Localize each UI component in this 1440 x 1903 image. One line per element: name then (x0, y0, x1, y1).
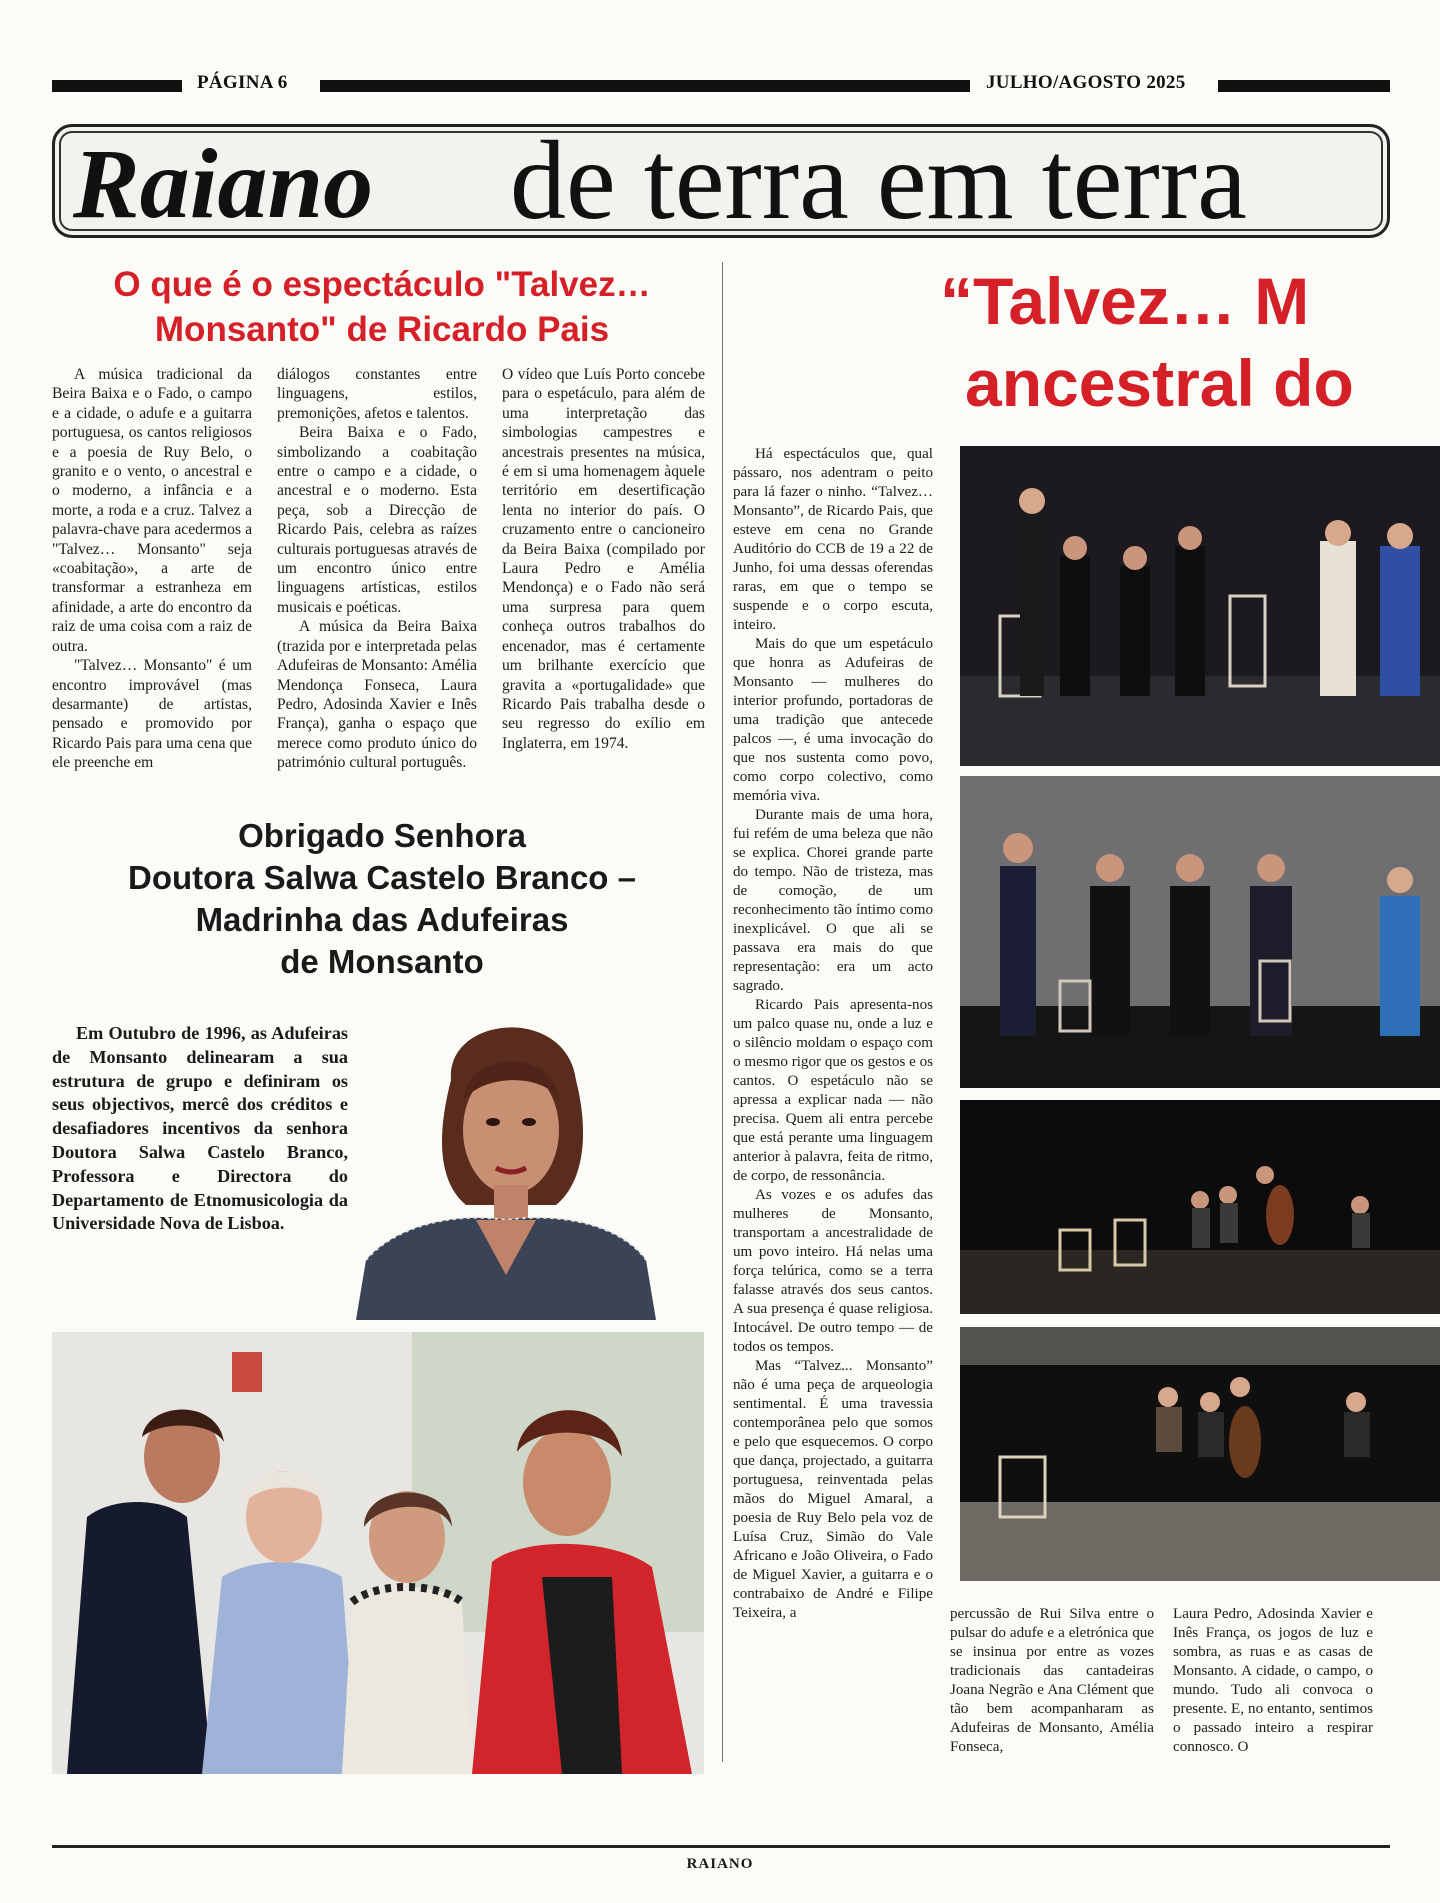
column-divider (722, 262, 723, 1762)
article2-headline-line1: Obrigado Senhora (238, 817, 526, 854)
article1-col2-para3: A música da Beira Baixa (trazida por e interpretada pelas Adufeiras de Monsanto: Amélia Mendonça Fonseca, Laura Pedro, Adosinda Xavier e Inês França), ganha o espaço que merece como produto único do património cultural português. (277, 618, 477, 772)
article3-headline-line2: ancestral do (965, 346, 1354, 420)
article3-col1-para6: Mas “Talvez... Monsanto” não é uma peça de arqueologia sentimental. É uma travessia contemporânea pelo que somos e pelo que esquecemos. O corpo que dança, projectado, a guitarra portuguesa, reinventada pelas mãos do Miguel Amaral, a poesia de Ruy Belo pela voz de Luísa Cruz, Simão do Vale Africano e João Oliveira, o Fado de Miguel Xavier, a guitarra e o contrabaixo de André e Filipe Teixeira, a (733, 1358, 933, 1621)
article2-headline-line4: de Monsanto (280, 943, 484, 980)
article1-headline-line1: O que é o espectáculo "Talvez… (113, 265, 651, 304)
stage-photo-2 (960, 776, 1440, 1088)
article2-headline (52, 815, 712, 983)
article3-col3-para: Laura Pedro, Adosinda Xavier e Inês França, os jogos de luz e sombra, as ruas e as casas de Monsanto. A cidade, o campo, o mundo. Tudo ali convoca o presente. E, no entanto, sentimos o passado inteiro a respirar connosco. O (1173, 1606, 1373, 1755)
article3-col1-para3: Durante mais de uma hora, fui refém de uma beleza que não se explica. Chorei grande parte do tempo. Não de tristeza, mas de comoção, de um reconhecimento tão íntimo como inexplicável. O que ali se passava era mais do que representação: era um acto sagrado. (733, 807, 933, 994)
article2-body-para: Em Outubro de 1996, as Adufeiras de Monsanto delinearam a sua estrutura de grupo e definiram os seus objectivos, mercê dos créditos e desafiadores incentivos da senhora Doutora Salwa Castelo Branco, Professora e Directora do Departamento de Etnomusicologia da Universidade Nova de Lisboa. (52, 1023, 348, 1234)
article1-col1-para1: A música tradicional da Beira Baixa e o Fado, o campo e a cidade, o adufe e a guitarra portuguesa, os cantos religiosos e a poesia de Ruy Belo, o granito e o vento, o ancestral e o moderno, a infância e a morte, a roda e a cruz. Talvez a palavra-chave para acedermos a "Talvez… Monsanto" seja «coabitação», a arte de transformar a estranheza em afinidade, a arte do encontro da raiz de uma coisa com a raiz de outra. (52, 366, 252, 655)
group-photo-adufeiras (52, 1332, 704, 1774)
article1-col2-para1: diálogos constantes entre linguagens, estilos, premonições, afetos e talentos. (277, 366, 477, 422)
article3-col1-para4: Ricardo Pais apresenta-nos um palco quase nu, onde a luz e o silêncio moldam o espaço com o mesmo rigor que os gestos e os cantos. O espetáculo não se apressa a explicar nada — não precisa. Quem ali entra percebe que está perante uma linguagem anterior à palavra, feita de ritmo, de corpo, de ressonância. (733, 997, 933, 1184)
stage-photo-4 (960, 1327, 1440, 1581)
article3-column-1 (733, 445, 933, 1623)
article1-headline (52, 262, 712, 352)
article1-col2-para2: Beira Baixa e o Fado, simbolizando a coabitação entre o campo e a cidade, o ancestral e o moderno. Esta peça, sob a Direcção de Ricardo Pais, celebra as raízes culturais portuguesas através de um encontro único entre linguagens artísticas, estilos musicais e poéticas. (277, 424, 477, 616)
issue-date: JULHO/AGOSTO 2025 (986, 72, 1186, 93)
footer-rule (52, 1845, 1390, 1848)
header-rule-middle (320, 80, 970, 92)
article3-headline (920, 260, 1440, 424)
portrait-photo (356, 990, 656, 1320)
article1-column-1 (52, 365, 252, 773)
article3-col1-para2: Mais do que um espetáculo que honra as Adufeiras de Monsanto — mulheres do interior profundo, portadoras de uma tradição que antecede palcos —, é uma invocação do que nos sustenta como povo, como corpo colectivo, como memória viva. (733, 636, 933, 804)
article3-column-2 (950, 1605, 1154, 1757)
footer-label: RAIANO (686, 1856, 754, 1872)
article3-col1-para1: Há espectáculos que, qual pássaro, nos adentram o peito para lá fazer o ninho. “Talvez… Monsanto”, de Ricardo Pais, que esteve em cena no Grande Auditório do CCB de 19 a 22 de Junho, foi uma dessas oferendas raras, em que o tempo se suspende e o corpo escuta, inteiro. (733, 446, 933, 633)
article1-col3-para1: O vídeo que Luís Porto concebe para o espetáculo, para além de uma interpretação das simbologias campestres e ancestrais presentes na música, é em si uma homenagem àquele território em desertificação lenta no interior do país. O cruzamento entre o cancioneiro da Beira Baixa (compilado por Laura Pedro e Amélia Mendonça) e o Fado não será uma surpresa para quem conheça outros trabalhos do encenador, mas é certamente um brilhante exercício que gravita a «portugalidade» que Ricardo Pais trabalha desde o seu regresso do exílio em Inglaterra, em 1974. (502, 366, 705, 752)
stage-photo-1 (960, 446, 1440, 766)
article3-headline-line1: “Talvez… M (940, 264, 1310, 338)
page-number: PÁGINA 6 (197, 72, 288, 93)
article3-col2-para: percussão de Rui Silva entre o pulsar do adufe e a eletrónica que se insinua por entre as vozes tradicionais das cantadeiras Joana Negrão e Ana Clément que tão bem acompanharam as Adufeiras de Monsanto, Amélia Fonseca, (950, 1606, 1154, 1755)
masthead-brand: Raiano (73, 128, 374, 238)
article1-column-3 (502, 365, 705, 753)
article1-col1-para2: "Talvez… Monsanto" é um encontro improvável (mas desarmante) de artistas, pensado e promovido por Ricardo Pais para uma cena que ele preenche em (52, 657, 252, 772)
article1-column-2 (277, 365, 477, 773)
article3-column-3 (1173, 1605, 1373, 1757)
stage-photo-3 (960, 1100, 1440, 1314)
article2-body (52, 1022, 348, 1236)
article1-headline-line2: Monsanto" de Ricardo Pais (154, 310, 610, 349)
article3-col1-para5: As vozes e os adufes das mulheres de Monsanto, transportam a ancestralidade de um povo inteiro. Há nelas uma força telúrica, como se a terra falasse através dos seus cantos. A sua presença é quase religiosa. Intocável. De outro tempo — de todos os tempos. (733, 1187, 933, 1355)
masthead-section-title: de terra em terra (510, 124, 1247, 238)
header-rule-left (52, 80, 182, 92)
section-masthead (52, 124, 1390, 238)
article2-headline-line2: Doutora Salwa Castelo Branco – (128, 859, 636, 896)
article2-headline-line3: Madrinha das Adufeiras (195, 901, 569, 938)
header-rule-right (1218, 80, 1390, 92)
